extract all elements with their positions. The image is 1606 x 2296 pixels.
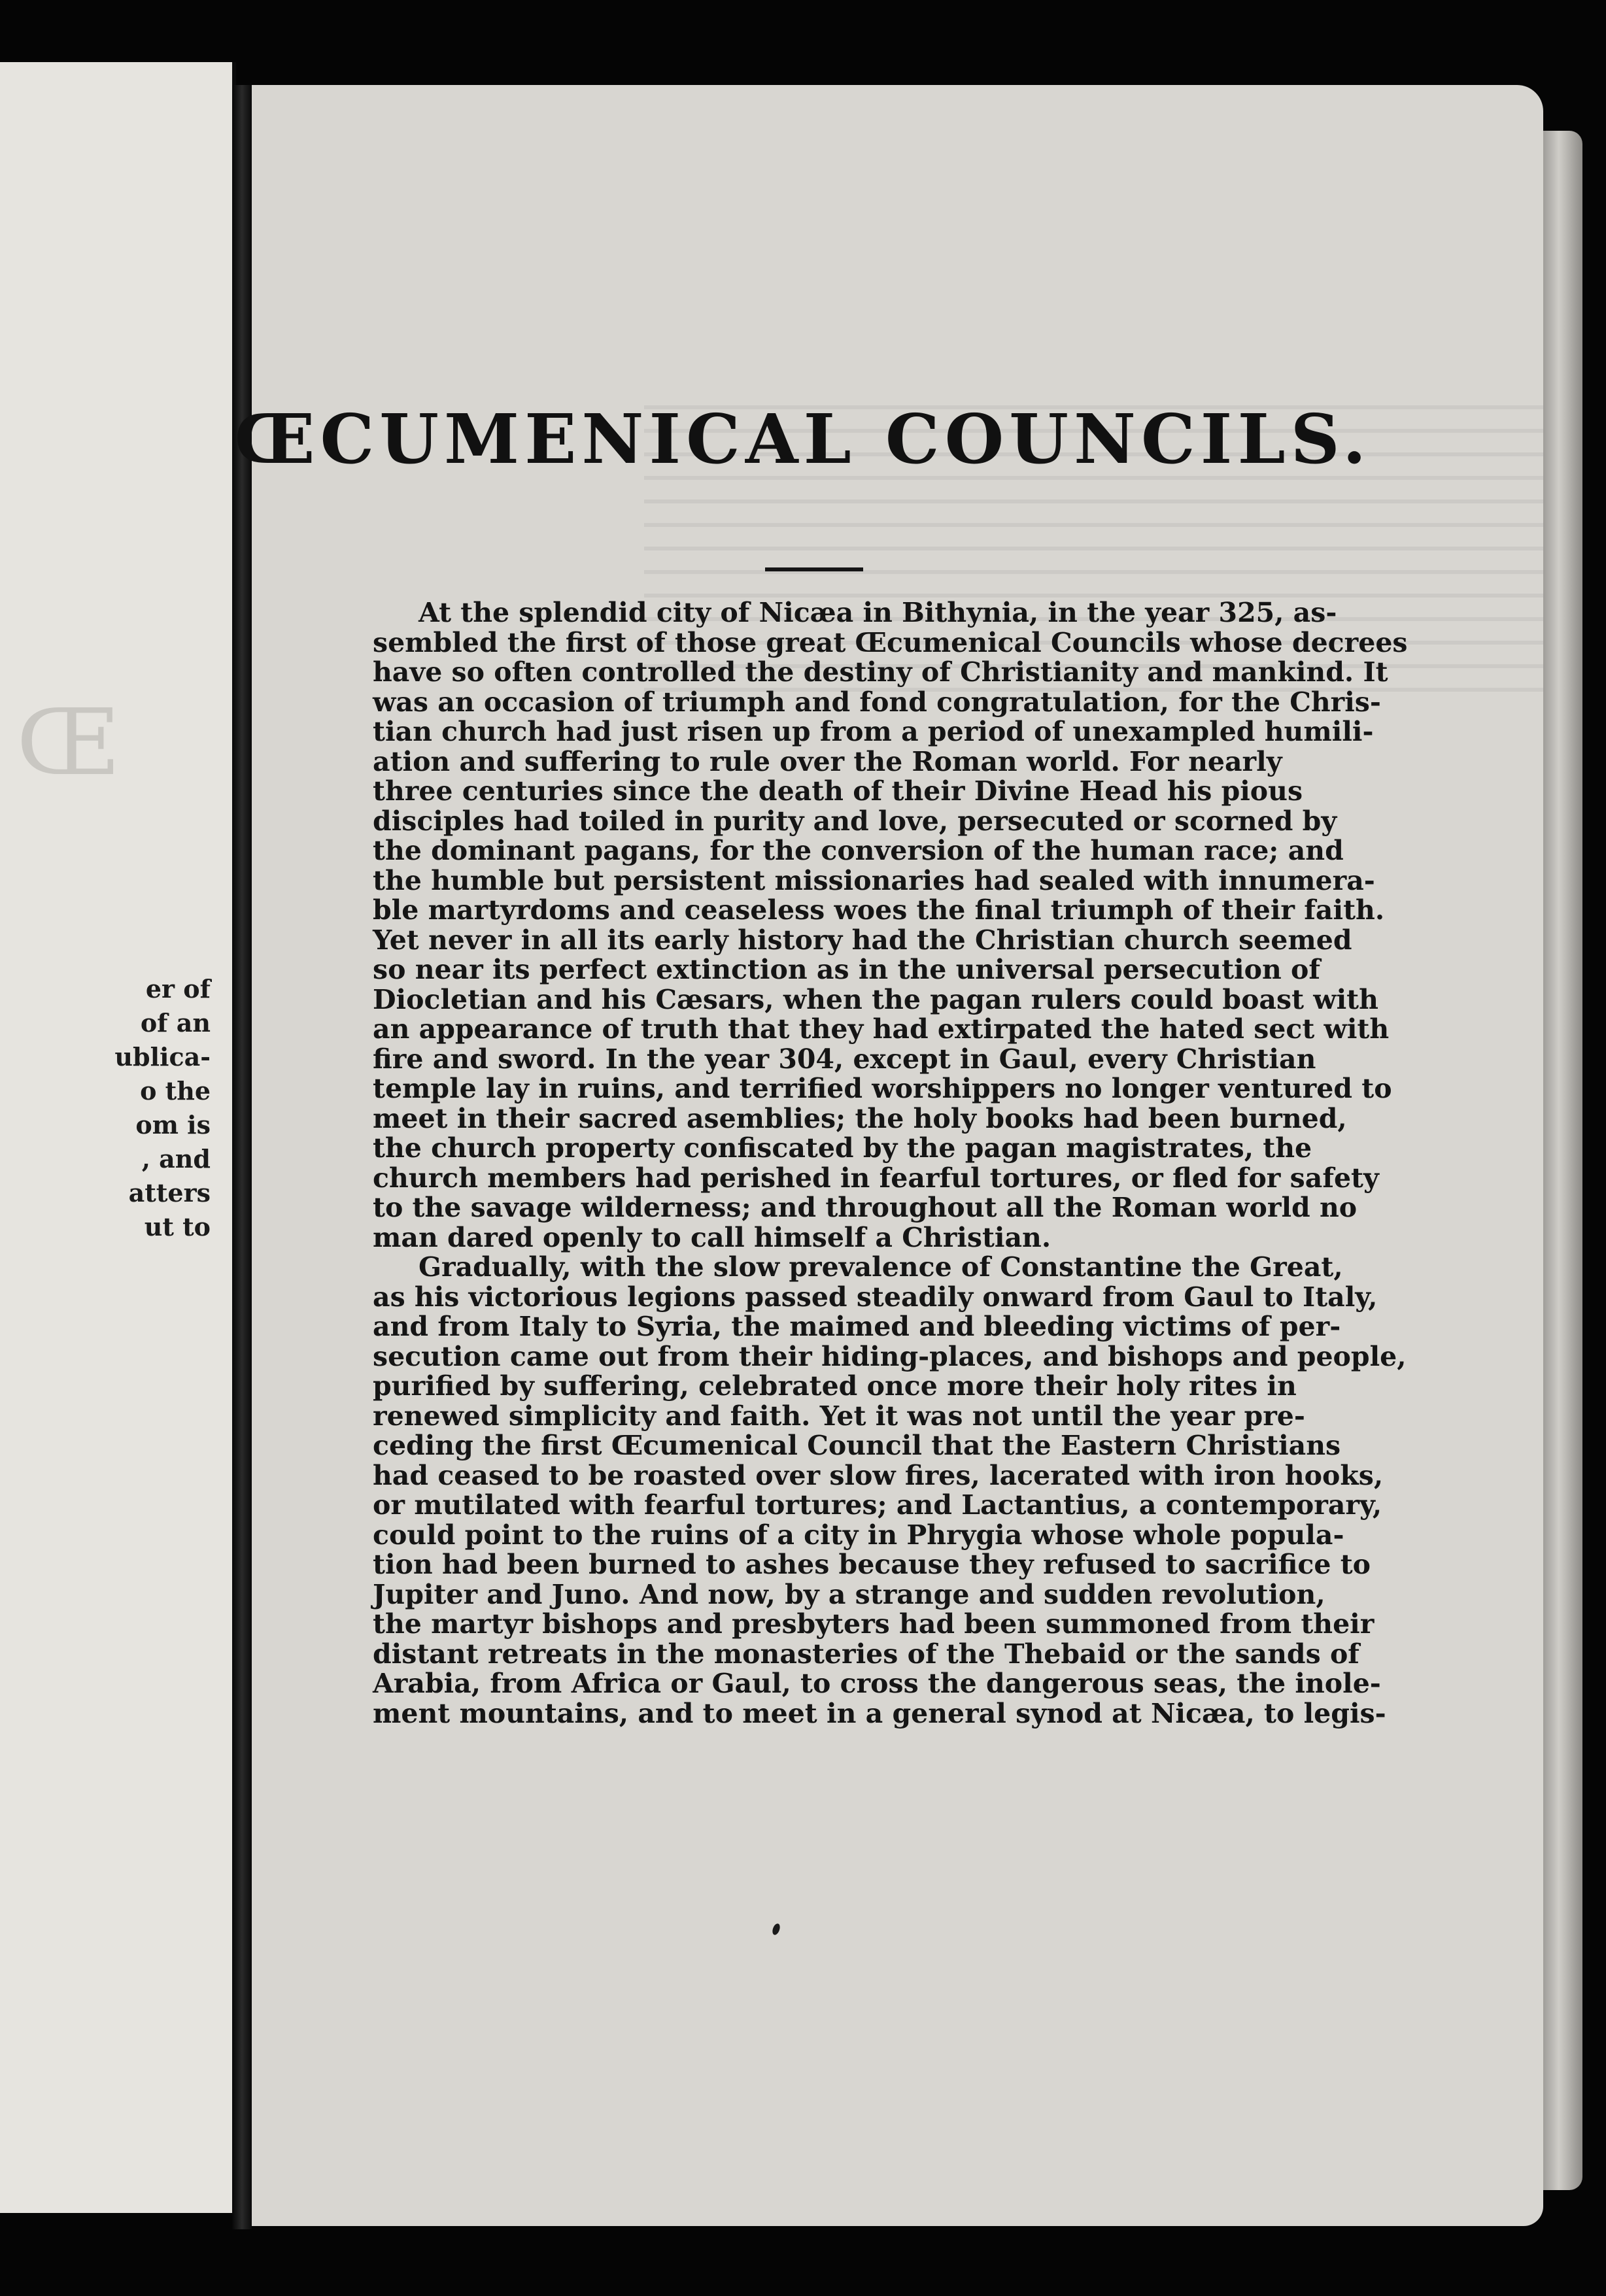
text-line: the humble but persistent missionaries had sealed with innumera- bbox=[373, 864, 1375, 896]
page-title: ŒCUMENICAL COUNCILS. bbox=[234, 399, 1372, 479]
text-line: fire and sword. In the year 304, except in Gaul, every Christian bbox=[373, 1043, 1316, 1075]
text-line: sembled the first of those great Œcumenical Councils whose decrees bbox=[373, 626, 1408, 658]
paragraph-1 bbox=[373, 597, 1408, 1253]
text-line: could point to the ruins of a city in Phrygia whose whole popula- bbox=[373, 1519, 1344, 1551]
text-line: or mutilated with fearful tortures; and Lactantius, a contemporary, bbox=[373, 1489, 1382, 1521]
left-fragment-line: er of bbox=[145, 974, 211, 1004]
bleed-through-mark: Œ bbox=[16, 690, 121, 796]
text-line: ation and suffering to rule over the Roman world. For nearly bbox=[373, 745, 1282, 777]
text-line: the dominant pagans, for the conversion of the human race; and bbox=[373, 835, 1344, 866]
title-rule bbox=[765, 567, 863, 571]
text-line: distant retreats in the monasteries of the Thebaid or the sands of bbox=[373, 1638, 1359, 1670]
left-fragment-line: ut to bbox=[144, 1212, 211, 1241]
text-line: an appearance of truth that they had extirpated the hated sect with bbox=[373, 1013, 1390, 1045]
text-line: secution came out from their hiding-places, and bishops and people, bbox=[373, 1340, 1407, 1372]
text-line: was an occasion of triumph and fond congratulation, for the Chris- bbox=[373, 686, 1381, 718]
text-line: Yet never in all its early history had the Christian church seemed bbox=[373, 924, 1352, 956]
text-line: tion had been burned to ashes because they refused to sacrifice to bbox=[373, 1549, 1371, 1580]
text-line: disciples had toiled in purity and love, persecuted or scorned by bbox=[373, 805, 1337, 837]
text-line: tian church had just risen up from a period of unexampled humili- bbox=[373, 716, 1374, 747]
text-line: as his victorious legions passed steadily onward from Gaul to Italy, bbox=[373, 1281, 1378, 1313]
left-fragment-line: atters bbox=[128, 1178, 211, 1207]
text-line: renewed simplicity and faith. Yet it was not until the year pre- bbox=[373, 1400, 1305, 1432]
text-line: Arabia, from Africa or Gaul, to cross the dangerous seas, the inole- bbox=[373, 1668, 1381, 1699]
text-line: ble martyrdoms and ceaseless woes the final triumph of their faith. bbox=[373, 894, 1385, 926]
text-line: meet in their sacred asemblies; the holy books had been burned, bbox=[373, 1102, 1347, 1134]
text-line: so near its perfect extinction as in the universal persecution of bbox=[373, 954, 1321, 985]
text-line: Gradually, with the slow prevalence of Constantine the Great, bbox=[419, 1251, 1343, 1283]
text-line: the church property confiscated by the pagan magistrates, the bbox=[373, 1132, 1312, 1164]
left-facing-page bbox=[0, 62, 236, 2213]
left-fragment-line: of an bbox=[140, 1008, 211, 1038]
paragraph-2 bbox=[373, 1251, 1407, 1729]
text-line: had ceased to be roasted over slow fires, lacerated with iron hooks, bbox=[373, 1459, 1384, 1491]
left-fragment-line: , and bbox=[141, 1144, 211, 1173]
text-line: Diocletian and his Cæsars, when the pagan rulers could boast with bbox=[373, 983, 1378, 1015]
text-line: three centuries since the death of their Divine Head his pious bbox=[373, 775, 1303, 807]
article-body bbox=[373, 597, 1408, 1729]
text-line: ceding the first Œcumenical Council that the Eastern Christians bbox=[373, 1430, 1341, 1461]
left-fragment-line: ublica- bbox=[114, 1042, 211, 1072]
text-line: to the savage wilderness; and throughout all the Roman world no bbox=[373, 1192, 1358, 1223]
text-line: purified by suffering, celebrated once more their holy rites in bbox=[373, 1370, 1297, 1402]
text-line: At the splendid city of Nicæa in Bithynia, in the year 325, as- bbox=[419, 597, 1337, 628]
text-line: temple lay in ruins, and terrified worshippers no longer ventured to bbox=[373, 1073, 1392, 1104]
text-line: the martyr bishops and presbyters had been summoned from their bbox=[373, 1608, 1375, 1640]
text-line: ment mountains, and to meet in a general synod at Nicæa, to legis- bbox=[373, 1697, 1386, 1729]
left-page-text-fragments bbox=[14, 972, 211, 1244]
text-line: church members had perished in fearful tortures, or fled for safety bbox=[373, 1162, 1379, 1194]
left-fragment-line: om is bbox=[135, 1110, 211, 1140]
text-line: have so often controlled the destiny of Christianity and mankind. It bbox=[373, 656, 1388, 688]
text-line: Jupiter and Juno. And now, by a strange and sudden revolution, bbox=[373, 1578, 1325, 1610]
text-line: and from Italy to Syria, the maimed and bleeding victims of per- bbox=[373, 1311, 1341, 1342]
text-line: man dared openly to call himself a Christian. bbox=[373, 1221, 1051, 1253]
left-fragment-line: o the bbox=[140, 1076, 211, 1106]
